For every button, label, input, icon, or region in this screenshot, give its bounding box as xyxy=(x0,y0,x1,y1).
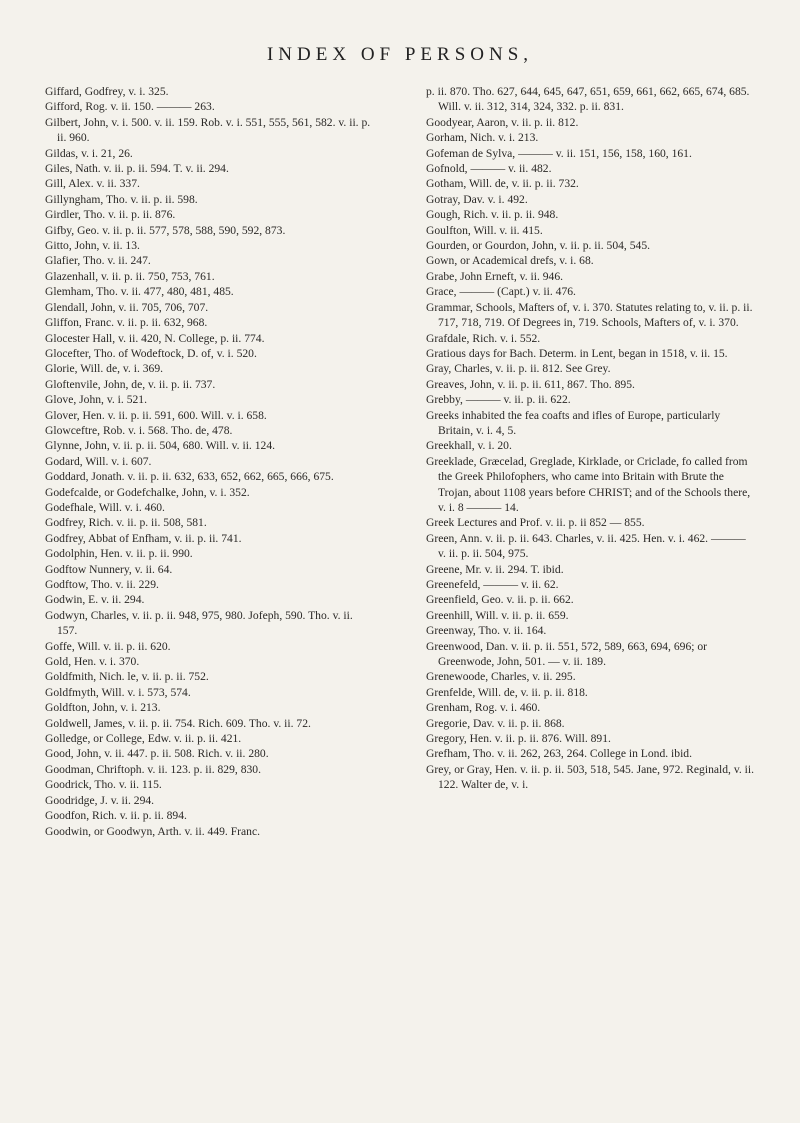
index-entry: Gofeman de Sylva, ——— v. ii. 151, 156, 158, 160, 161. xyxy=(426,146,692,160)
index-entry: Gitto, John, v. ii. 13. xyxy=(45,239,140,253)
index-entry: Gildas, v. i. 21, 26. xyxy=(45,146,133,160)
index-entry: Glorie, Will. de, v. i. 369. xyxy=(45,362,164,376)
index-entry: Glemham, Tho. v. ii. 477, 480, 481, 485. xyxy=(45,285,234,299)
index-entry: Gotray, Dav. v. i. 492. xyxy=(426,192,528,206)
index-entry: Giffard, Godfrey, v. i. 325. xyxy=(45,85,169,98)
index-entry: Grenham, Rog. v. i. 460. xyxy=(426,701,541,715)
index-entry: Greek Lectures and Prof. v. ii. p. ii 852 — 855. xyxy=(426,516,645,530)
index-entry: Greenway, Tho. v. ii. 164. xyxy=(426,624,547,638)
index-entry: Gough, Rich. v. ii. p. ii. 948. xyxy=(426,208,559,222)
index-entry: p. ii. 870. Tho. 627, 644, 645, 647, 651, 659, 661, 662, 665, 674, 685. Will. v. ii. 312, 314, 324, 332. p. ii. 831. xyxy=(426,85,750,114)
index-entry: Goodwin, or Goodwyn, Arth. v. ii. 449. Franc. xyxy=(45,824,261,838)
index-entry: Godefhale, Will. v. i. 460. xyxy=(45,500,165,514)
left-column xyxy=(45,84,375,839)
index-entry: Godwyn, Charles, v. ii. p. ii. 948, 975, 980. Jofeph, 590. Tho. v. ii. 157. xyxy=(45,608,353,638)
index-entry: Greenwood, Dan. v. ii. p. ii. 551, 572, 589, 663, 694, 696; or Greenwode, John, 501. — v. ii. 189. xyxy=(426,639,708,669)
index-entry: Goldfton, John, v. i. 213. xyxy=(45,701,161,715)
index-entry: Green, Ann. v. ii. p. ii. 643. Charles, v. ii. 425. Hen. v. i. 462. ——— v. ii. p. ii. 504, 975. xyxy=(426,531,746,561)
index-entry: Giles, Nath. v. ii. p. ii. 594. T. v. ii. 294. xyxy=(45,162,229,176)
index-entry: Godftow Nunnery, v. ii. 64. xyxy=(45,562,173,576)
index-entry: Greeks inhabited the fea coafts and ifles of Europe, particularly Britain, v. i. 4, 5. xyxy=(426,408,721,437)
index-entry: Goulfton, Will. v. ii. 415. xyxy=(426,223,543,237)
index-entry: Greene, Mr. v. ii. 294. T. ibid. xyxy=(426,562,564,576)
index-entry: Gown, or Academical drefs, v. i. 68. xyxy=(426,254,594,268)
index-entry: Gratious days for Bach. Determ. in Lent, began in 1518, v. ii. 15. xyxy=(426,346,728,360)
index-entry: Greeklade, Græcelad, Greglade, Kirklade, or Criclade, fo called from the Greek Philofophers, who came into Britain with Brute the Trojan, about 1108 years before CHRIST; and of the Schools there, v. i. 8 ——— 14. xyxy=(426,454,751,514)
index-entry: Goddard, Jonath. v. ii. p. ii. 632, 633, 652, 662, 665, 666, 675. xyxy=(45,470,334,484)
index-entry: Gray, Charles, v. ii. p. ii. 812. See Grey. xyxy=(426,362,611,376)
index-entry: Gifford, Rog. v. ii. 150. ——— 263. xyxy=(45,100,215,114)
index-entry: Glocefter, Tho. of Wodeftock, D. of, v. i. 520. xyxy=(45,346,257,360)
index-entry: Goodrick, Tho. v. ii. 115. xyxy=(45,778,162,792)
index-entry: Golledge, or College, Edw. v. ii. p. ii. 421. xyxy=(45,732,242,746)
index-entry: Glafier, Tho. v. ii. 247. xyxy=(45,254,151,268)
index-entry: Grefham, Tho. v. ii. 262, 263, 264. College in Lond. ibid. xyxy=(426,747,692,761)
index-entry: Godard, Will. v. i. 607. xyxy=(45,454,152,468)
index-entry: Godftow, Tho. v. ii. 229. xyxy=(45,578,159,591)
index-entry: Godfrey, Abbat of Enfham, v. ii. p. ii. 741. xyxy=(45,531,242,545)
index-entry: Gorham, Nich. v. i. 213. xyxy=(426,131,539,145)
index-entry: Gofnold, ——— v. ii. 482. xyxy=(426,162,552,176)
index-entry: Godwin, E. v. ii. 294. xyxy=(45,593,145,607)
index-entry: Glazenhall, v. ii. p. ii. 750, 753, 761. xyxy=(45,269,215,283)
index-entry: Gold, Hen. v. i. 370. xyxy=(45,655,140,669)
index-entry: Grabe, John Erneft, v. ii. 946. xyxy=(426,269,564,283)
index-entry: Grenfelde, Will. de, v. ii. p. ii. 818. xyxy=(426,685,588,699)
index-entry: Gregorie, Dav. v. ii. p. ii. 868. xyxy=(426,716,565,730)
index-entry: Godolphin, Hen. v. ii. p. ii. 990. xyxy=(45,547,193,561)
index-entry: Godefcalde, or Godefchalke, John, v. i. 352. xyxy=(45,485,250,499)
index-entry: Goldfmith, Nich. le, v. ii. p. ii. 752. xyxy=(45,670,209,684)
index-entry: Grebby, ——— v. ii. p. ii. 622. xyxy=(426,393,571,407)
index-entry: Gifby, Geo. v. ii. p. ii. 577, 578, 588, 590, 592, 873. xyxy=(45,223,286,237)
index-entry: Gregory, Hen. v. ii. p. ii. 876. Will. 891. xyxy=(426,732,611,746)
index-entry: Greenfield, Geo. v. ii. p. ii. 662. xyxy=(426,593,574,607)
index-entry: Gloftenvile, John, de, v. ii. p. ii. 737. xyxy=(45,377,216,391)
index-entry: Gillyngham, Tho. v. ii. p. ii. 598. xyxy=(45,192,198,206)
right-column xyxy=(426,84,756,793)
index-entry: Goldwell, James, v. ii. p. ii. 754. Rich. 609. Tho. v. ii. 72. xyxy=(45,716,311,730)
index-entry: Goffe, Will. v. ii. p. ii. 620. xyxy=(45,639,171,653)
index-entry: Girdler, Tho. v. ii. p. ii. 876. xyxy=(45,208,176,222)
index-entry: Goodman, Chriftoph. v. ii. 123. p. ii. 829, 830. xyxy=(45,762,261,776)
index-entry: Greenhill, Will. v. ii. p. ii. 659. xyxy=(426,608,569,622)
index-entry: Gourden, or Gourdon, John, v. ii. p. ii. 504, 545. xyxy=(426,239,651,253)
index-entry: Gill, Alex. v. ii. 337. xyxy=(45,177,140,191)
page-header: INDEX OF PERSONS, xyxy=(266,44,534,65)
index-entry: Greekhall, v. i. 20. xyxy=(426,439,512,453)
index-entry: Glynne, John, v. ii. p. ii. 504, 680. Will. v. ii. 124. xyxy=(45,439,276,453)
index-entry: Grey, or Gray, Hen. v. ii. p. ii. 503, 518, 545. Jane, 972. Reginald, v. ii. 122. Walter de, v. i. xyxy=(426,762,755,792)
index-entry: Goodfon, Rich. v. ii. p. ii. 894. xyxy=(45,809,187,823)
index-entry: Grafdale, Rich. v. i. 552. xyxy=(426,331,541,345)
index-entry: Glocester Hall, v. ii. 420, N. College, p. ii. 774. xyxy=(45,331,265,345)
index-entry: Goodyear, Aaron, v. ii. p. ii. 812. xyxy=(426,115,579,129)
index-entry: Greaves, John, v. ii. p. ii. 611, 867. Tho. 895. xyxy=(426,377,635,391)
index-entry: Gilbert, John, v. i. 500. v. ii. 159. Rob. v. i. 551, 555, 561, 582. v. ii. p. ii. 960. xyxy=(45,115,371,145)
index-entry: Glove, John, v. i. 521. xyxy=(45,393,147,407)
index-entry: Grenewoode, Charles, v. ii. 295. xyxy=(426,670,576,684)
index-entry: Gliffon, Franc. v. ii. p. ii. 632, 968. xyxy=(45,316,208,330)
index-entry: Grammar, Schools, Mafters of, v. i. 370. Statutes relating to, v. ii. p. ii. 717, 718, 719. Of Degrees in, 719. Schools, Mafters of, v. i. 370. xyxy=(426,300,753,330)
index-entry: Greenefeld, ——— v. ii. 62. xyxy=(426,578,559,591)
index-entry: Goodridge, J. v. ii. 294. xyxy=(45,793,155,807)
index-entry: Godfrey, Rich. v. ii. p. ii. 508, 581. xyxy=(45,516,207,530)
index-entry: Gotham, Will. de, v. ii. p. ii. 732. xyxy=(426,177,579,191)
index-entry: Glowceftre, Rob. v. i. 568. Tho. de, 478. xyxy=(45,423,233,437)
index-entry: Goldfmyth, Will. v. i. 573, 574. xyxy=(45,685,191,699)
index-entry: Grace, ——— (Capt.) v. ii. 476. xyxy=(426,285,576,299)
index-entry: Good, John, v. ii. 447. p. ii. 508. Rich. v. ii. 280. xyxy=(45,747,269,761)
index-entry: Glover, Hen. v. ii. p. ii. 591, 600. Will. v. i. 658. xyxy=(45,408,267,422)
index-entry: Glendall, John, v. ii. 705, 706, 707. xyxy=(45,300,209,314)
